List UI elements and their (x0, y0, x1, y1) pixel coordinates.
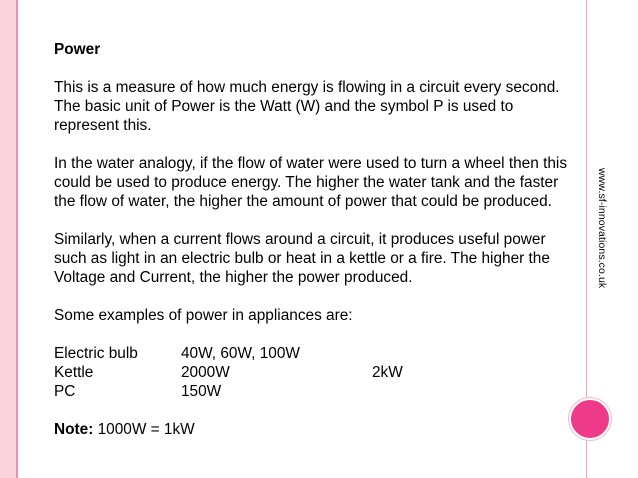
note-line (54, 420, 574, 439)
slide-content (54, 40, 574, 458)
slide-heading: Power (54, 41, 101, 58)
appliance-power: 40W, 60W, 100W (181, 345, 300, 362)
table-row (54, 363, 574, 382)
paragraph-examples-intro: Some examples of power in appliances are: (54, 307, 353, 324)
paragraph-water-analogy: In the water analogy, if the flow of water were used to turn a wheel then this could be used to produce energy. The higher the water tank and the faster the flow of water, the higher the amount of power that could be produced. (54, 155, 568, 210)
appliance-alt: 2kW (372, 364, 403, 381)
appliance-alt (372, 344, 472, 363)
note-text: 1000W = 1kW (93, 421, 195, 438)
appliance-name: PC (54, 383, 76, 400)
left-decorative-bar (0, 0, 18, 478)
note-label: Note: (54, 421, 94, 438)
appliance-name: Electric bulb (54, 345, 138, 362)
paragraph-circuit: Similarly, when a current flows around a circuit, it produces useful power such as light in an electric bulb or heat in a kettle or a fire. The higher the Voltage and Current, the higher the power produced. (54, 231, 550, 286)
appliance-table (54, 344, 574, 401)
appliance-alt (372, 382, 472, 401)
appliance-power: 2000W (181, 364, 230, 381)
website-url: www.sf-innovations.co.uk (596, 168, 608, 289)
pink-circle-decoration (569, 398, 611, 440)
appliance-power: 150W (181, 383, 222, 400)
table-row (54, 344, 574, 363)
paragraph-definition: This is a measure of how much energy is flowing in a circuit every second. The basic unit of Power is the Watt (W) and the symbol P is used to represent this. (54, 79, 560, 134)
appliance-name: Kettle (54, 364, 94, 381)
table-row (54, 382, 574, 401)
